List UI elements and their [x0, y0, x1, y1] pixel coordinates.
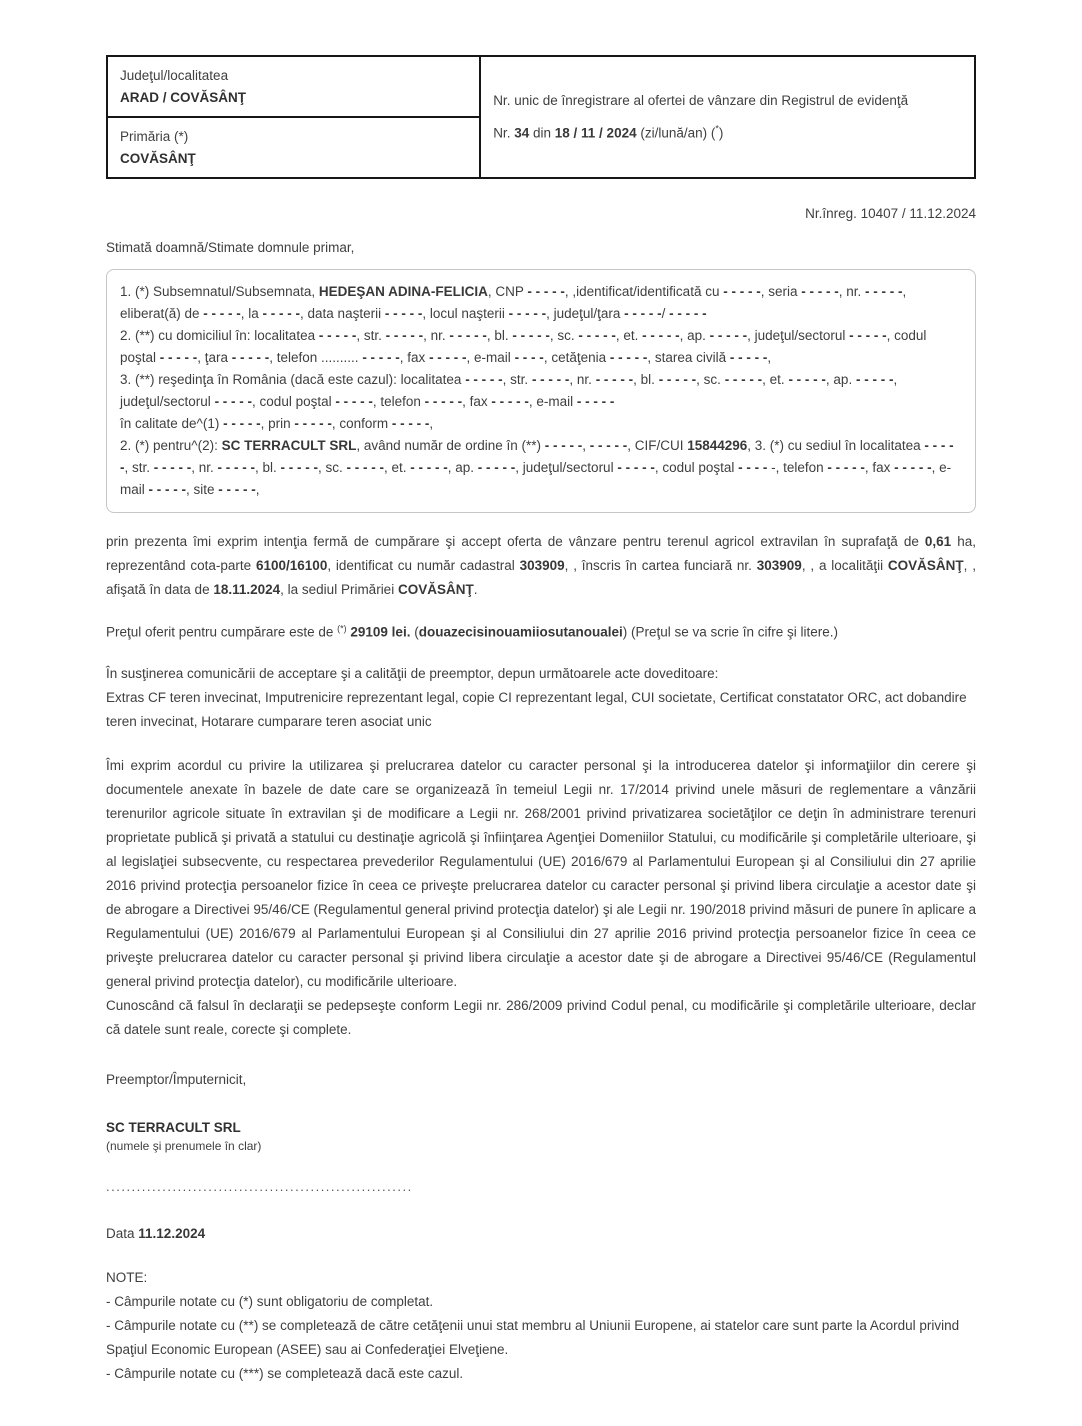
registry-title: Nr. unic de înregistrare al ofertei de vânzare din Registrul de evidenţă	[493, 92, 909, 108]
salutation: Stimată doamnă/Stimate domnule primar,	[106, 240, 355, 255]
acts-block	[106, 662, 976, 734]
price-paragraph: Preţul oferit pentru cumpărare este de (*) 29109 lei. (douazecisinouamiiosutanoualei) (Preţul se va scrie în cifre şi litere.)	[106, 623, 839, 640]
county-cell	[107, 56, 480, 117]
note-item: - Câmpurile notate cu (***) se completează dacă este cazul.	[106, 1365, 464, 1381]
note-item: - Câmpurile notate cu (**) se completează de către cetăţenii unui stat membru al Uniunii Europene, ai statelor care sunt parte la Acordul privind Spaţiul Economic European (ASEE) sau ai Confederaţiei Elveţiene.	[106, 1317, 960, 1357]
applicant-item-3: 3. (**) reşedinţa în România (dacă este cazul): localitatea - - - - -, str. - - - - -, nr. - - - - -, bl. - - - - -, sc. - - - - -, et. - - - - -, ap. - - - - -, judeţul/sectorul - - - - -, codul poştal - - - - -, telefon - - - - -, fax - - - - -, e-mail - - - - -	[120, 372, 898, 409]
consent-paragraph: Cunoscând că falsul în declaraţii se pedepseşte conform Legii nr. 286/2009 privind Codul penal, cu modificările şi completările ulterioare, declar că datele sunt reale, corecte şi complete.	[106, 997, 976, 1037]
mayor-label: Primăria (*)	[120, 129, 189, 144]
applicant-item-1: 1. (*) Subsemnatul/Subsemnata, HEDEŞAN ADINA-FELICIA, CNP - - - - -, ,identificat/identificată cu - - - - -, seria - - - - -, nr. - - - - -, eliberat(ă) de - - - - -, la - - - - -, data naşterii - - - - -, locul naşterii - - - - -, judeţul/ţara - - - - -/ - - - - -	[120, 284, 907, 321]
mayor-value: COVĂSÂNŢ	[120, 151, 196, 166]
gdpr-block	[106, 754, 976, 1042]
signature-name-note: (numele şi prenumele în clar)	[106, 1138, 262, 1153]
note-item: - Câmpurile notate cu (*) sunt obligatoriu de completat.	[106, 1293, 434, 1309]
mayor-cell	[107, 117, 480, 178]
acts-intro-line: În susţinerea comunicării de acceptare şi a calităţii de preemptor, depun următoarele acte doveditoare:	[106, 665, 719, 681]
applicant-company-line: 2. (*) pentru^(2): SC TERRACULT SRL, având număr de ordine în (**) - - - - -, - - - - -, CIF/CUI 15844296, 3. (*) cu sediul în localitatea - - - - -, str. - - - - -, nr. - - - - -, bl. - - - - -, sc. - - - - -, et. - - - - -, ap. - - - - -, judeţul/sectorul - - - - -, codul poştal - - - - -, telefon - - - - -, fax - - - - -, e-mail - - - - -, site - - - - -,	[120, 438, 954, 497]
applicant-capacity-line: în calitate de^(1) - - - - -, prin - - - - -, conform - - - - -,	[120, 416, 434, 431]
signature-name: SC TERRACULT SRL	[106, 1119, 241, 1135]
signature-dotted-line: ............................................................	[106, 1178, 413, 1194]
date-line: Data 11.12.2024	[106, 1225, 206, 1241]
registry-number-line: Nr. 34 din 18 / 11 / 2024 (zi/lună/an) (*)	[493, 123, 724, 141]
registry-cell	[480, 56, 975, 178]
notes-block	[106, 1266, 976, 1386]
gdpr-paragraph: Îmi exprim acordul cu privire la utilizarea şi prelucrarea datelor cu caracter personal şi la introducerea datelor şi informaţiilor din cerere şi documentele anexate în bazele de date care se organizează în temeiul Legii nr. 17/2014 privind unele măsuri de reglementare a vânzării terenurilor agricole situate în extravilan şi de modificare a Legii nr. 268/2001 privind privatizarea societăţilor ce deţin în administrare terenuri proprietate publică şi privată a statului cu destinaţie agricolă şi înfiinţarea Agenţiei Domeniilor Statului, cu modificările şi completările ulterioare, şi al legislaţiei subsecvente, cu respectarea prevederilor Regulamentului (UE) 2016/679 al Parlamentului European şi al Consiliului din 27 aprilie 2016 privind protecţia persoanelor fizice în ceea ce priveşte prelucrarea datelor cu caracter personal şi privind libera circulaţie a acestor date şi de abrogare a Directivei 95/46/CE (Regulamentul general privind protecţia datelor) şi ale Legii nr. 190/2018 privind măsuri de punere în aplicare a Regulamentului (UE) 2016/679 al Parlamentului European şi al Consiliului din 27 aprilie 2016 privind protecţia persoanelor fizice în ceea ce priveşte prelucrarea datelor cu caracter personal şi privind libera circulaţie a acestor date şi de abrogare a Directivei 95/46/CE (Regulamentul general privind protecţia datelor), cu modificările ulterioare.	[106, 757, 976, 989]
acts-list-line: Extras CF teren invecinat, Imputrenicire reprezentant legal, copie CI reprezentant legal, CUI societate, Certificat constatator ORC, act dobandire teren invecinat, Hotarare cumparare teren asociat unic	[106, 689, 967, 729]
signature-role: Preemptor/Împuternicit,	[106, 1071, 247, 1087]
header-table	[106, 55, 976, 179]
county-label: Judeţul/localitatea	[120, 68, 229, 83]
applicant-box	[106, 269, 976, 513]
applicant-item-2: 2. (**) cu domiciliul în: localitatea - - - - -, str. - - - - -, nr. - - - - -, bl. - - - - -, sc. - - - - -, et. - - - - -, ap. - - - - -, judeţul/sectorul - - - - -, codul poştal - - - - -, ţara - - - - -, telefon .......... - - - - -, fax - - - - -, e-mail - - - -, cetăţenia - - - - -, starea civilă - - - - -,	[120, 328, 927, 365]
county-value: ARAD / COVĂSÂNŢ	[120, 90, 247, 105]
registration-number: Nr.înreg. 10407 / 11.12.2024	[805, 206, 976, 221]
notes-title: NOTE:	[106, 1269, 148, 1285]
intro-paragraph: prin prezenta îmi exprim intenţia fermă de cumpărare şi accept oferta de vânzare pentru terenul agricol extravilan în suprafaţă de 0,61 ha, reprezentând cota-parte 6100/16100, identificat cu număr cadastral 303909, , înscris în cartea funciară nr. 303909, , a localităţii COVĂSÂNŢ, , afişată în data de 18.11.2024, la sediul Primăriei COVĂSÂNŢ.	[106, 534, 977, 597]
